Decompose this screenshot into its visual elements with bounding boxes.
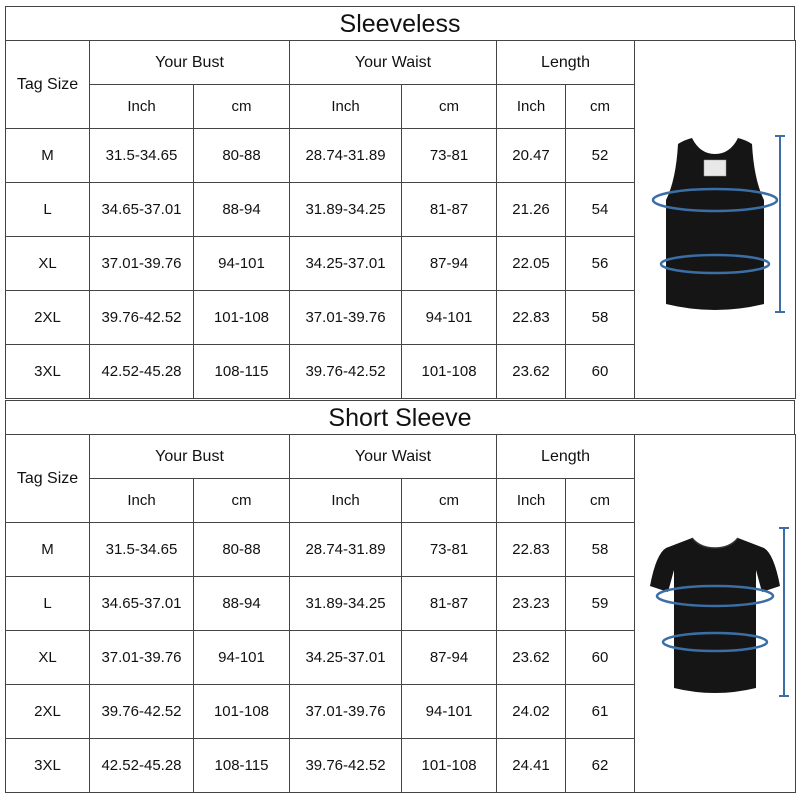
length-inch-cell: 21.26	[497, 183, 566, 237]
waist-cm-header: cm	[402, 479, 497, 523]
tag-size-cell: M	[6, 523, 90, 577]
waist-inch-cell: 39.76-42.52	[290, 739, 402, 793]
bust-inch-cell: 39.76-42.52	[90, 291, 194, 345]
garment-image-cell	[635, 41, 796, 399]
short-sleeve-tshirt-icon	[640, 524, 790, 704]
tag-size-cell: L	[6, 577, 90, 631]
length-inch-header: Inch	[497, 85, 566, 129]
length-inch-cell: 22.83	[497, 291, 566, 345]
length-header: Length	[497, 435, 635, 479]
waist-header: Your Waist	[290, 41, 497, 85]
bust-inch-cell: 34.65-37.01	[90, 183, 194, 237]
bust-inch-cell: 42.52-45.28	[90, 345, 194, 399]
bust-cm-cell: 108-115	[194, 345, 290, 399]
waist-cm-cell: 73-81	[402, 129, 497, 183]
bust-cm-cell: 88-94	[194, 183, 290, 237]
bust-header: Your Bust	[90, 41, 290, 85]
length-inch-header: Inch	[497, 479, 566, 523]
section-title-sleeveless: Sleeveless	[5, 6, 795, 40]
length-cm-header: cm	[566, 479, 635, 523]
waist-cm-cell: 101-108	[402, 345, 497, 399]
waist-cm-cell: 87-94	[402, 237, 497, 291]
length-cm-cell: 59	[566, 577, 635, 631]
waist-inch-cell: 31.89-34.25	[290, 183, 402, 237]
tag-size-cell: 2XL	[6, 291, 90, 345]
length-cm-cell: 61	[566, 685, 635, 739]
length-cm-header: cm	[566, 85, 635, 129]
bust-cm-cell: 88-94	[194, 577, 290, 631]
tag-size-header: Tag Size	[6, 41, 90, 129]
length-inch-cell: 24.41	[497, 739, 566, 793]
short-sleeve-size-table	[5, 434, 796, 793]
bust-inch-cell: 37.01-39.76	[90, 631, 194, 685]
length-cm-cell: 60	[566, 631, 635, 685]
length-header: Length	[497, 41, 635, 85]
waist-cm-cell: 81-87	[402, 577, 497, 631]
waist-cm-cell: 81-87	[402, 183, 497, 237]
length-inch-cell: 24.02	[497, 685, 566, 739]
bust-cm-cell: 80-88	[194, 129, 290, 183]
waist-inch-cell: 37.01-39.76	[290, 685, 402, 739]
bust-inch-cell: 31.5-34.65	[90, 129, 194, 183]
length-cm-cell: 52	[566, 129, 635, 183]
bust-inch-header: Inch	[90, 85, 194, 129]
tag-size-cell: 3XL	[6, 739, 90, 793]
bust-cm-header: cm	[194, 479, 290, 523]
waist-inch-cell: 34.25-37.01	[290, 237, 402, 291]
waist-cm-cell: 87-94	[402, 631, 497, 685]
bust-inch-cell: 37.01-39.76	[90, 237, 194, 291]
bust-inch-cell: 31.5-34.65	[90, 523, 194, 577]
bust-cm-header: cm	[194, 85, 290, 129]
bust-inch-cell: 42.52-45.28	[90, 739, 194, 793]
bust-cm-cell: 101-108	[194, 291, 290, 345]
waist-inch-header: Inch	[290, 85, 402, 129]
bust-inch-cell: 34.65-37.01	[90, 577, 194, 631]
length-cm-cell: 60	[566, 345, 635, 399]
short-sleeve-section	[5, 400, 795, 794]
section-title-short-sleeve: Short Sleeve	[5, 400, 795, 434]
waist-cm-header: cm	[402, 85, 497, 129]
waist-inch-cell: 34.25-37.01	[290, 631, 402, 685]
waist-inch-cell: 39.76-42.52	[290, 345, 402, 399]
bust-inch-header: Inch	[90, 479, 194, 523]
waist-header: Your Waist	[290, 435, 497, 479]
garment-image-cell	[635, 435, 796, 793]
length-cm-cell: 62	[566, 739, 635, 793]
tag-size-cell: 2XL	[6, 685, 90, 739]
length-cm-cell: 58	[566, 291, 635, 345]
bust-header: Your Bust	[90, 435, 290, 479]
waist-inch-cell: 28.74-31.89	[290, 129, 402, 183]
length-cm-cell: 56	[566, 237, 635, 291]
bust-inch-cell: 39.76-42.52	[90, 685, 194, 739]
waist-inch-cell: 28.74-31.89	[290, 523, 402, 577]
length-inch-cell: 23.62	[497, 631, 566, 685]
bust-cm-cell: 80-88	[194, 523, 290, 577]
bust-cm-cell: 94-101	[194, 631, 290, 685]
waist-inch-cell: 31.89-34.25	[290, 577, 402, 631]
length-inch-cell: 23.23	[497, 577, 566, 631]
length-inch-cell: 23.62	[497, 345, 566, 399]
tag-size-cell: 3XL	[6, 345, 90, 399]
sleeveless-size-table	[5, 40, 796, 399]
tag-size-cell: M	[6, 129, 90, 183]
tag-size-cell: L	[6, 183, 90, 237]
bust-cm-cell: 108-115	[194, 739, 290, 793]
waist-cm-cell: 94-101	[402, 291, 497, 345]
length-cm-cell: 58	[566, 523, 635, 577]
tag-size-cell: XL	[6, 631, 90, 685]
sleeveless-tank-top-icon	[640, 120, 790, 320]
tag-size-cell: XL	[6, 237, 90, 291]
length-cm-cell: 54	[566, 183, 635, 237]
waist-inch-header: Inch	[290, 479, 402, 523]
waist-cm-cell: 94-101	[402, 685, 497, 739]
length-inch-cell: 22.05	[497, 237, 566, 291]
sleeveless-section	[5, 6, 795, 398]
bust-cm-cell: 94-101	[194, 237, 290, 291]
waist-inch-cell: 37.01-39.76	[290, 291, 402, 345]
waist-cm-cell: 73-81	[402, 523, 497, 577]
length-inch-cell: 22.83	[497, 523, 566, 577]
waist-cm-cell: 101-108	[402, 739, 497, 793]
length-inch-cell: 20.47	[497, 129, 566, 183]
tag-size-header: Tag Size	[6, 435, 90, 523]
bust-cm-cell: 101-108	[194, 685, 290, 739]
